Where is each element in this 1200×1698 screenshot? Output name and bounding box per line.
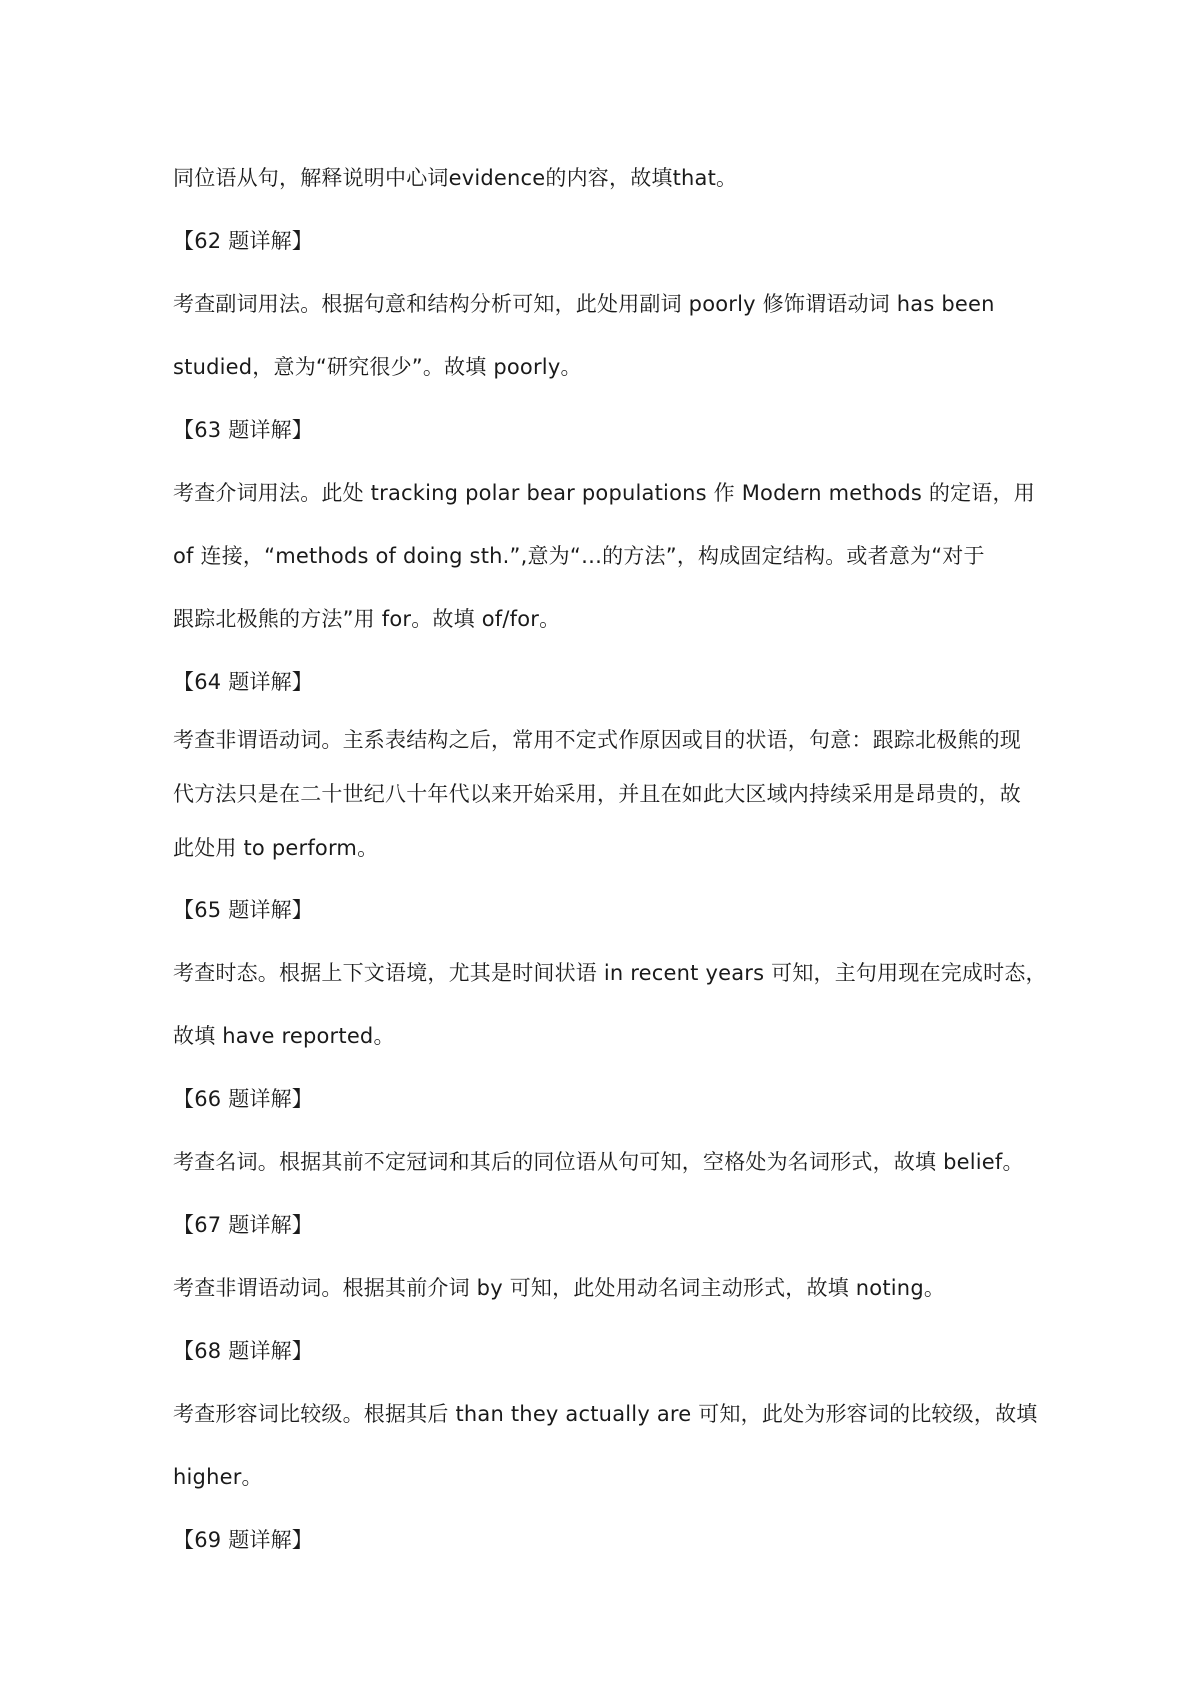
answer-text-63-line1: 考查介词用法。此处 tracking polar bear populations 作 Modern methods 的定语，用 xyxy=(173,481,1035,505)
answer-text-68-line1: 考查形容词比较级。根据其后 than they actually are 可知，此处为形容词的比较级，故填 xyxy=(173,1402,1038,1426)
answer-text-63-line3: 跟踪北极熊的方法”用 for。故填 of/for。 xyxy=(173,607,561,631)
answer-text-66: 考查名词。根据其前不定冠词和其后的同位语从句可知，空格处为名词形式，故填 belief。 xyxy=(173,1150,1024,1174)
question-heading-67: 【67 题详解】 xyxy=(173,1213,313,1237)
question-heading-64: 【64 题详解】 xyxy=(173,670,313,694)
question-heading-65: 【65 题详解】 xyxy=(173,898,313,922)
answer-text-64-line2: 代方法只是在二十世纪八十年代以来开始采用，并且在如此大区域内持续采用是昂贵的，故 xyxy=(173,782,1021,806)
answer-text-63-line2: of 连接，“methods of doing sth.”,意为“…的方法”，构成固定结构。或者意为“对于 xyxy=(173,544,985,568)
answer-text-64-line1: 考查非谓语动词。主系表结构之后，常用不定式作原因或目的状语，句意：跟踪北极熊的现 xyxy=(173,728,1021,752)
question-heading-63: 【63 题详解】 xyxy=(173,418,313,442)
answer-text-62-line1: 考查副词用法。根据句意和结构分析可知，此处用副词 poorly 修饰谓语动词 has been xyxy=(173,292,995,316)
question-heading-69: 【69 题详解】 xyxy=(173,1528,313,1552)
question-heading-62: 【62 题详解】 xyxy=(173,229,313,253)
answer-text-64-line3: 此处用 to perform。 xyxy=(173,836,379,860)
question-heading-66: 【66 题详解】 xyxy=(173,1087,313,1111)
answer-text-61: 同位语从句，解释说明中心词evidence的内容，故填that。 xyxy=(173,166,738,190)
answer-text-65-line2: 故填 have reported。 xyxy=(173,1024,395,1048)
answer-text-62-line2: studied，意为“研究很少”。故填 poorly。 xyxy=(173,355,582,379)
answer-text-65-line1: 考查时态。根据上下文语境，尤其是时间状语 in recent years 可知，主句用现在完成时态， xyxy=(173,961,1047,985)
answer-text-67: 考查非谓语动词。根据其前介词 by 可知，此处用动名词主动形式，故填 noting。 xyxy=(173,1276,946,1300)
question-heading-68: 【68 题详解】 xyxy=(173,1339,313,1363)
answer-text-68-line2: higher。 xyxy=(173,1465,263,1489)
